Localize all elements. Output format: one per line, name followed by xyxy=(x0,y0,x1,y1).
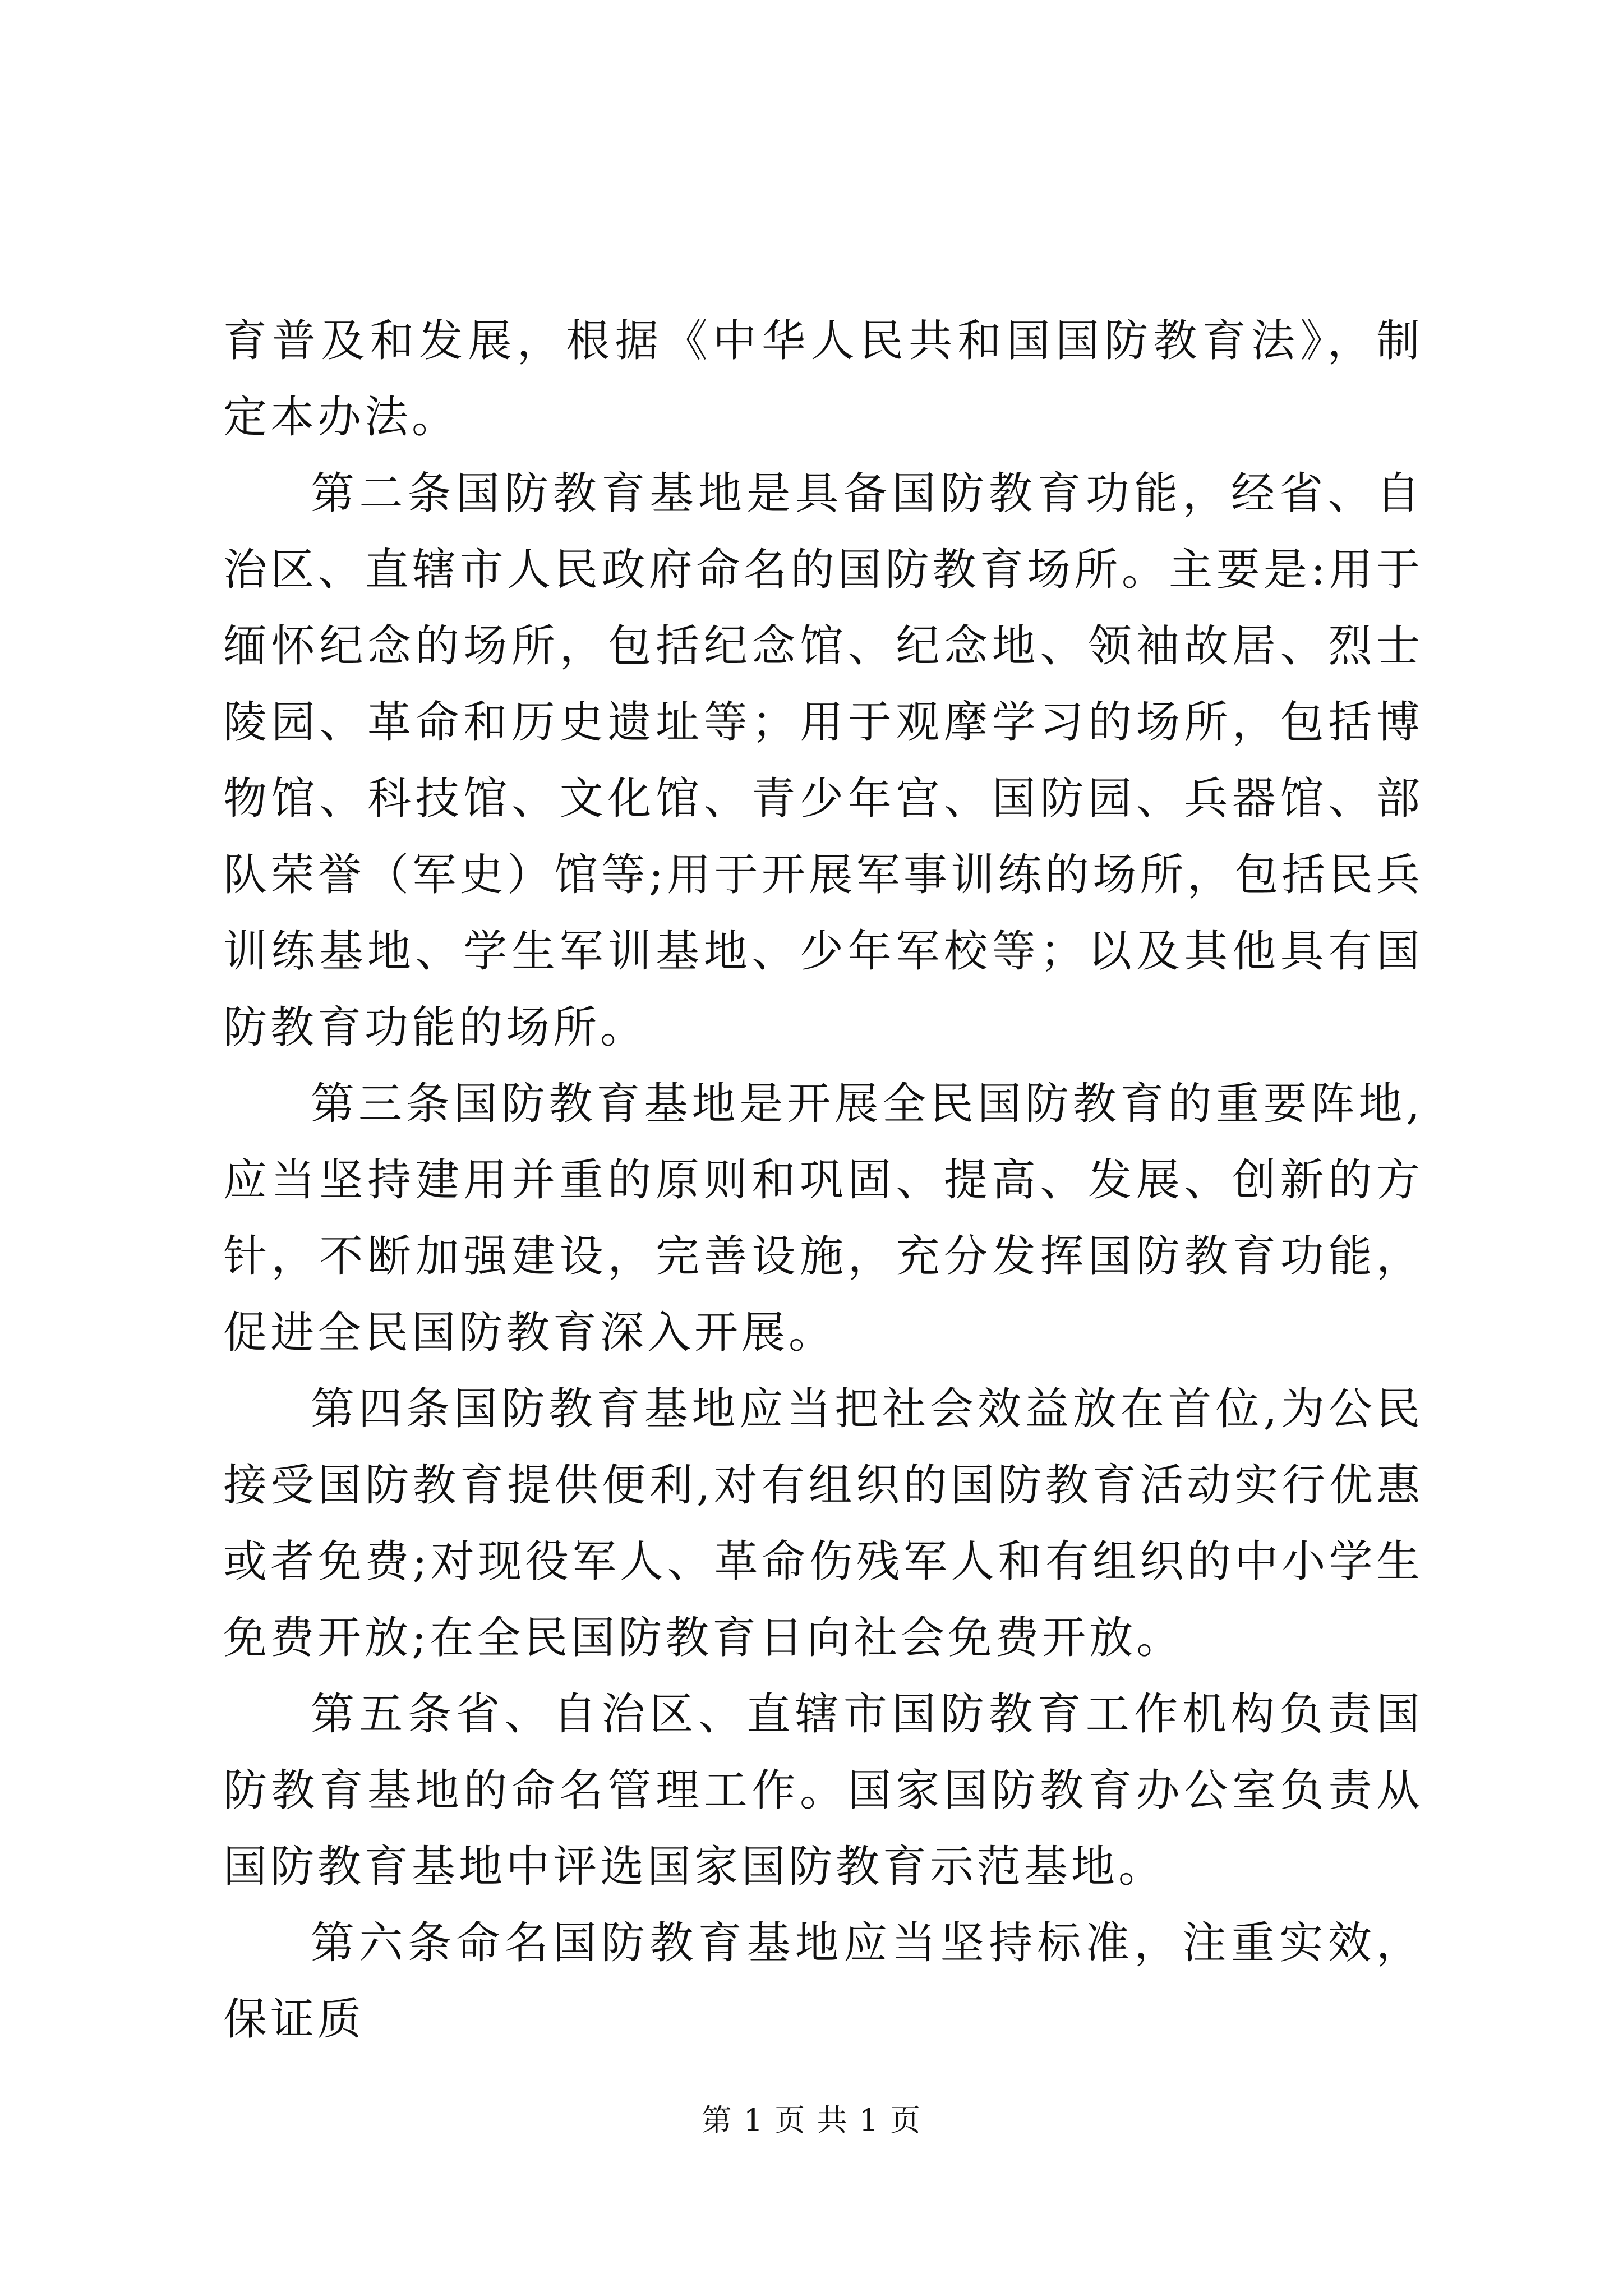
paragraph-article-2: 第二条国防教育基地是具备国防教育功能，经省、自治区、直辖市人民政府命名的国防教育场所。主要是:用于缅怀纪念的场所，包括纪念馆、纪念地、领袖故居、烈士陵园、革命和历史遗址等；用于观摩学习的场所，包括博物馆、科技馆、文化馆、青少年宫、国防园、兵器馆、部队荣誉（军史）馆等;用于开展军事训练的场所，包括民兵训练基地、学生军训基地、少年军校等；以及其他具有国防教育功能的场所。 xyxy=(223,468,1423,1053)
paragraph-continuation: 育普及和发展，根据《中华人民共和国国防教育法》，制定本办法。 xyxy=(223,316,1423,443)
paragraph-article-5: 第五条省、自治区、直辖市国防教育工作机构负责国防教育基地的命名管理工作。国家国防教育办公室负责从国防教育基地中评选国家国防教育示范基地。 xyxy=(223,1689,1423,1892)
paragraph-article-6: 第六条命名国防教育基地应当坚持标准，注重实效，保证质 xyxy=(223,1918,1423,2045)
document-body xyxy=(223,303,1423,2058)
page-footer: 第 1 页 共 1 页 xyxy=(701,2102,922,2138)
paragraph-article-3: 第三条国防教育基地是开展全民国防教育的重要阵地,应当坚持建用并重的原则和巩固、提高、发展、创新的方针，不断加强建设，完善设施，充分发挥国防教育功能，促进全民国防教育深入开展。 xyxy=(223,1079,1423,1358)
paragraph-article-4: 第四条国防教育基地应当把社会效益放在首位,为公民接受国防教育提供便利,对有组织的国防教育活动实行优惠或者免费;对现役军人、革命伤残军人和有组织的中小学生免费开放;在全民国防教育日向社会免费开放。 xyxy=(223,1384,1423,1663)
